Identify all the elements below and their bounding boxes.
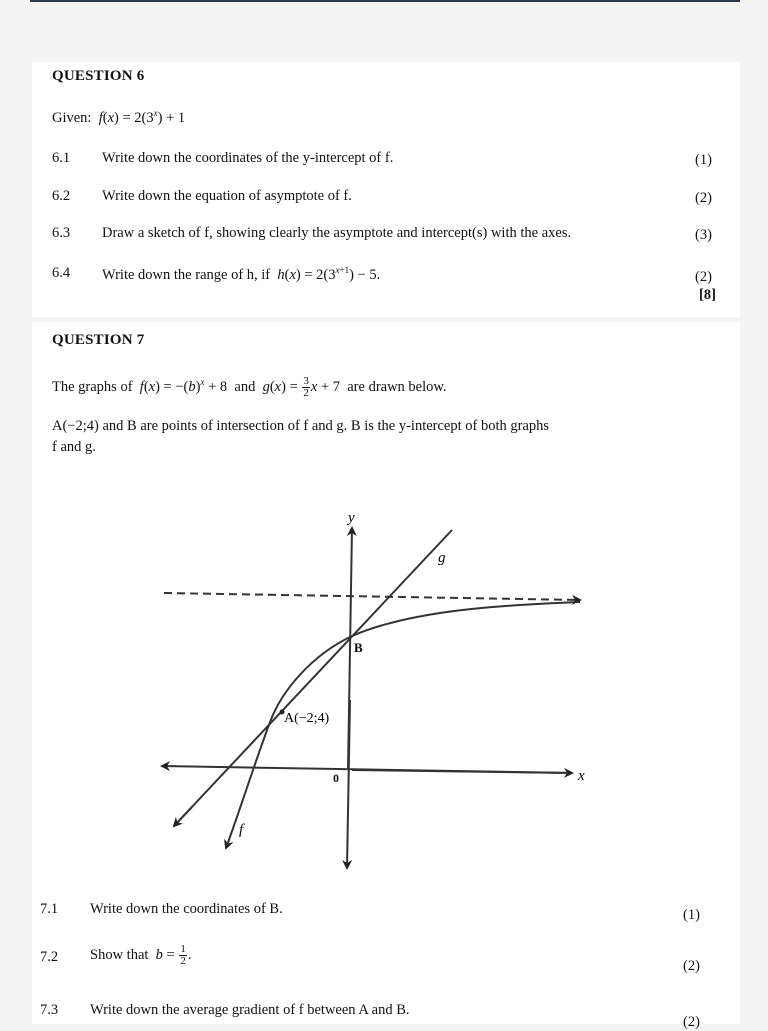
intro-text: and [234,378,256,395]
question-7-title: QUESTION 7 [52,332,145,348]
h-formula: $h(x) = 2(3^{x+1}) - 5$. [277,265,381,283]
q7-item-text: Write down the average gradient of f between A and B. [90,1002,410,1018]
intro-text: The graphs of [52,378,133,395]
q6-item-mark: (3) [695,227,712,243]
point-a-dot [280,710,285,715]
q7-item-text: Show that [90,946,149,963]
q6-item-number: 6.1 [52,150,71,166]
q6-item-text: Write down the equation of asymptote of f. [102,188,352,204]
q7-item-number: 7.2 [40,949,59,965]
q7-intro [52,376,447,399]
graph-g-arrow [174,807,192,826]
asymptote-line [164,593,580,600]
y-axis-label: y [348,510,355,526]
g-label: g [438,550,446,566]
q6-item-number: 6.4 [52,265,71,281]
origin-label: 0 [333,771,339,785]
g-formula: g(x) = $\frac{3}{2}$ x + 7 [262,375,344,399]
q7-line3: f and g. [52,439,96,455]
q6-item-mark: (1) [695,152,712,168]
b-formula: b = $\frac{1}{2}$ . [155,943,192,967]
graph-f-curve [226,602,580,848]
question-7-panel [32,322,740,1030]
q7-graph [120,502,585,882]
point-b-label: B [354,640,363,655]
point-a-label: A(−2;4) [284,711,330,726]
q6-item-text: Write down the range of h, if [102,266,271,283]
top-divider [30,0,740,2]
q7-item-text-72 [90,944,191,967]
intro-text: are drawn below. [347,378,447,395]
q7-item-mark: (1) [683,907,700,923]
x-axis-label: x [578,768,585,784]
q6-total: [8] [699,287,716,303]
graph-g-line [174,530,452,826]
q6-item-text: Write down the coordinates of the y-intercept of f. [102,150,394,166]
q6-given [52,108,185,127]
q7-item-mark: (2) [683,1014,700,1030]
q7-item-mark: (2) [683,958,700,974]
q6-item-mark: (2) [695,269,712,285]
q6-item-number: 6.3 [52,225,71,241]
q6-item-mark: (2) [695,190,712,206]
q6-item-number: 6.2 [52,188,71,204]
f-formula: $f(x) = -(b)^x + 8$ [139,377,231,395]
f-label: f [239,822,244,838]
q7-item-text: Write down the coordinates of B. [90,901,283,917]
given-label: Given: [52,109,92,126]
q7-line2: A(−2;4) and B are points of intersection of f and g. B is the y-intercept of both graphs [52,418,550,434]
question-6-panel [32,62,740,317]
q6-item-text: Draw a sketch of f, showing clearly the asymptote and intercept(s) with the axes. [102,225,572,241]
q7-item-number: 7.1 [40,901,59,917]
q6-item-text-64 [102,265,380,284]
given-formula: $f(x) = 2(3^x) + 1$ [98,108,186,126]
question-6-title: QUESTION 6 [52,68,145,84]
q7-item-number: 7.3 [40,1002,59,1018]
